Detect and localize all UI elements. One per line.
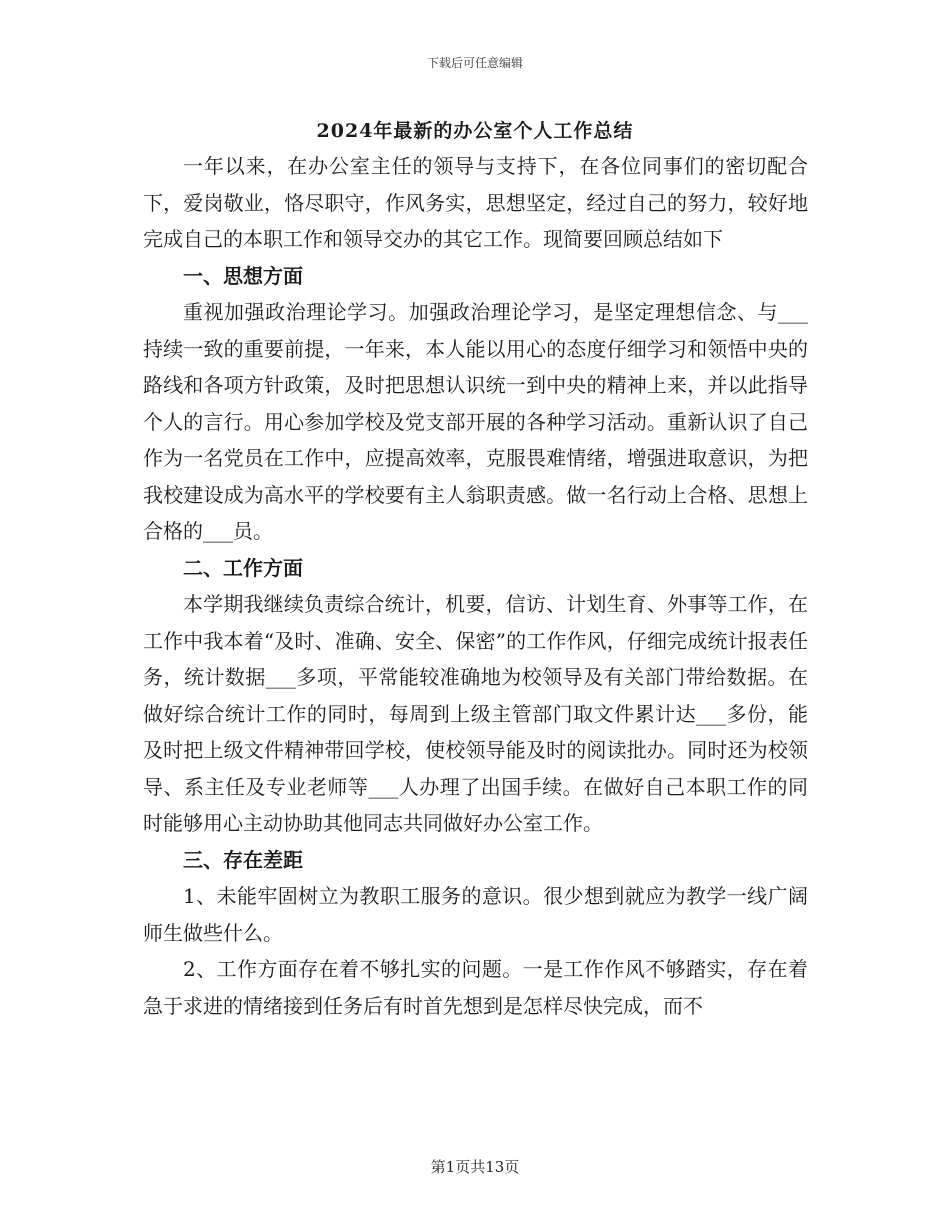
intro-paragraph: 一年以来，在办公室主任的领导与支持下，在各位同事们的密切配合下，爱岗敬业，恪尽职守，作风务实，思想坚定，经过自己的努力，较好地完成自己的本职工作和领导交办的其它工作。现简要回顾总结如下 [143, 154, 808, 251]
section-heading-work: 二、工作方面 [183, 555, 303, 580]
section-heading-thought: 一、思想方面 [183, 263, 303, 288]
header-note: 下载后可任意编辑 [426, 56, 523, 70]
page-number: 第1页共13页 [430, 1158, 520, 1176]
section-heading-gaps: 三、存在差距 [183, 847, 303, 872]
section-paragraph-work: 本学期我继续负责综合统计，机要，信访、计划生育、外事等工作，在工作中我本着“及时、准确、安全、保密”的工作作风，仔细完成统计报表任务，统计数据___多项，平常能较准确地为校领导及有关部门带给数据。在做好综合统计工作的同时，每周到上级主管部门取文件累计达___多份，能及时把上级文件精神带回学校，使校领导能及时的阅读批办。同时还为校领导、系主任及专业老师等___人办理了出国手续。在做好自己本职工作的同时能够用心主动协助其他同志共同做好办公室工作。 [143, 592, 808, 835]
document-body [143, 148, 808, 1024]
section-paragraph-thought: 重视加强政治理论学习。加强政治理论学习，是坚定理想信念、与___持续一致的重要前提，一年来，本人能以用心的态度仔细学习和领悟中央的路线和各项方针政策，及时把思想认识统一到中央的精神上来，并以此指导个人的言行。用心参加学校及党支部开展的各种学习活动。重新认识了自己作为一名党员在工作中，应提高效率，克服畏难情绪，增强进取意识，为把我校建设成为高水平的学校要有主人翁职责感。做一名行动上合格、思想上合格的___员。 [143, 300, 808, 543]
section-paragraph-gaps-1: 1、未能牢固树立为教职工服务的意识。很少想到就应为教学一线广阔师生做些什么。 [143, 884, 808, 945]
document-title: 2024年最新的办公室个人工作总结 [316, 120, 634, 142]
section-paragraph-gaps-2: 2、工作方面存在着不够扎实的问题。一是工作作风不够踏实，存在着急于求进的情绪接到任务后有时首先想到是怎样尽快完成，而不 [143, 957, 808, 1018]
